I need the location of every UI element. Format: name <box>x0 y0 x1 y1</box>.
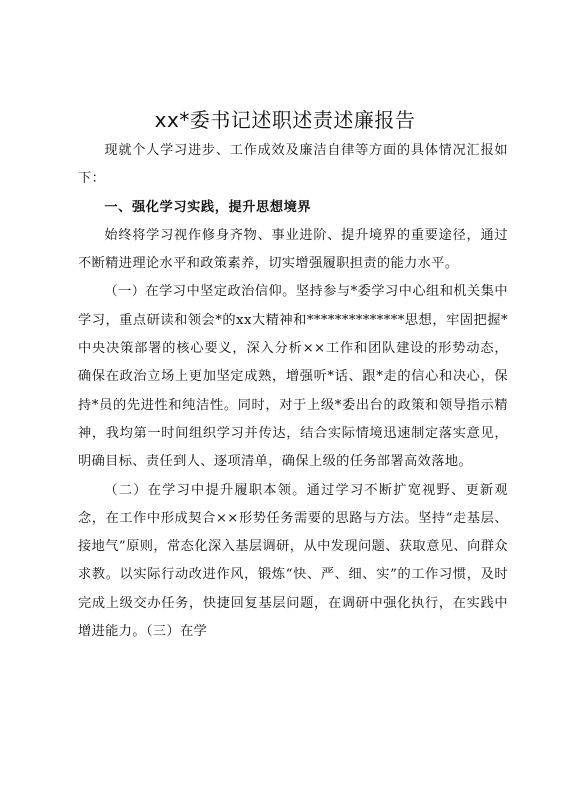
subsection-paragraph-2: （二）在学习中提升履职本领。通过学习不断扩宽视野、更新观念，在工作中形成契合××形势任务需要的思路与方法。坚持“走基层、接地气”原则，常态化深入基层调研，从中发现问题、获取意见、向群众求教。以实际行动改进作风，锻炼“快、严、细、实”的工作习惯，及时完成上级交办任务，快捷回复基层问题，在调研中强化执行，在实践中增进能力。（三）在学 <box>78 482 508 640</box>
section-intro-paragraph: 始终将学习视作修身齐物、事业进阶、提升境界的重要途径，通过不断精进理论水平和政策素养，切实增强履职担责的能力水平。 <box>78 227 508 272</box>
subsection-paragraph-1: （一）在学习中坚定政治信仰。坚持参与*委学习中心组和机关集中学习，重点研读和领会*的xx大精神和**************思想，牢固把握*中央决策部署的核心要义，深入分析××工作和团队建设的形势动态，确保在政治立场上更加坚定成熟，增强听*话、跟*走的信心和决心，保持*员的先进性和纯洁性。同时，对于上级*委出台的政策和领导指示精神，我均第一时间组织学习并传达，结合实际情境迅速制定落实意见，明确目标、责任到人、逐项清单，确保上级的任务部署高效落地。 <box>78 284 508 470</box>
section-heading: 一、强化学习实践，提升思想境界 <box>104 199 312 215</box>
intro-paragraph: 现就个人学习进步、工作成效及廉洁自律等方面的具体情况汇报如下： <box>78 143 508 187</box>
document-title: xx*委书记述职述责述廉报告 <box>154 108 416 132</box>
document-body <box>78 137 508 646</box>
